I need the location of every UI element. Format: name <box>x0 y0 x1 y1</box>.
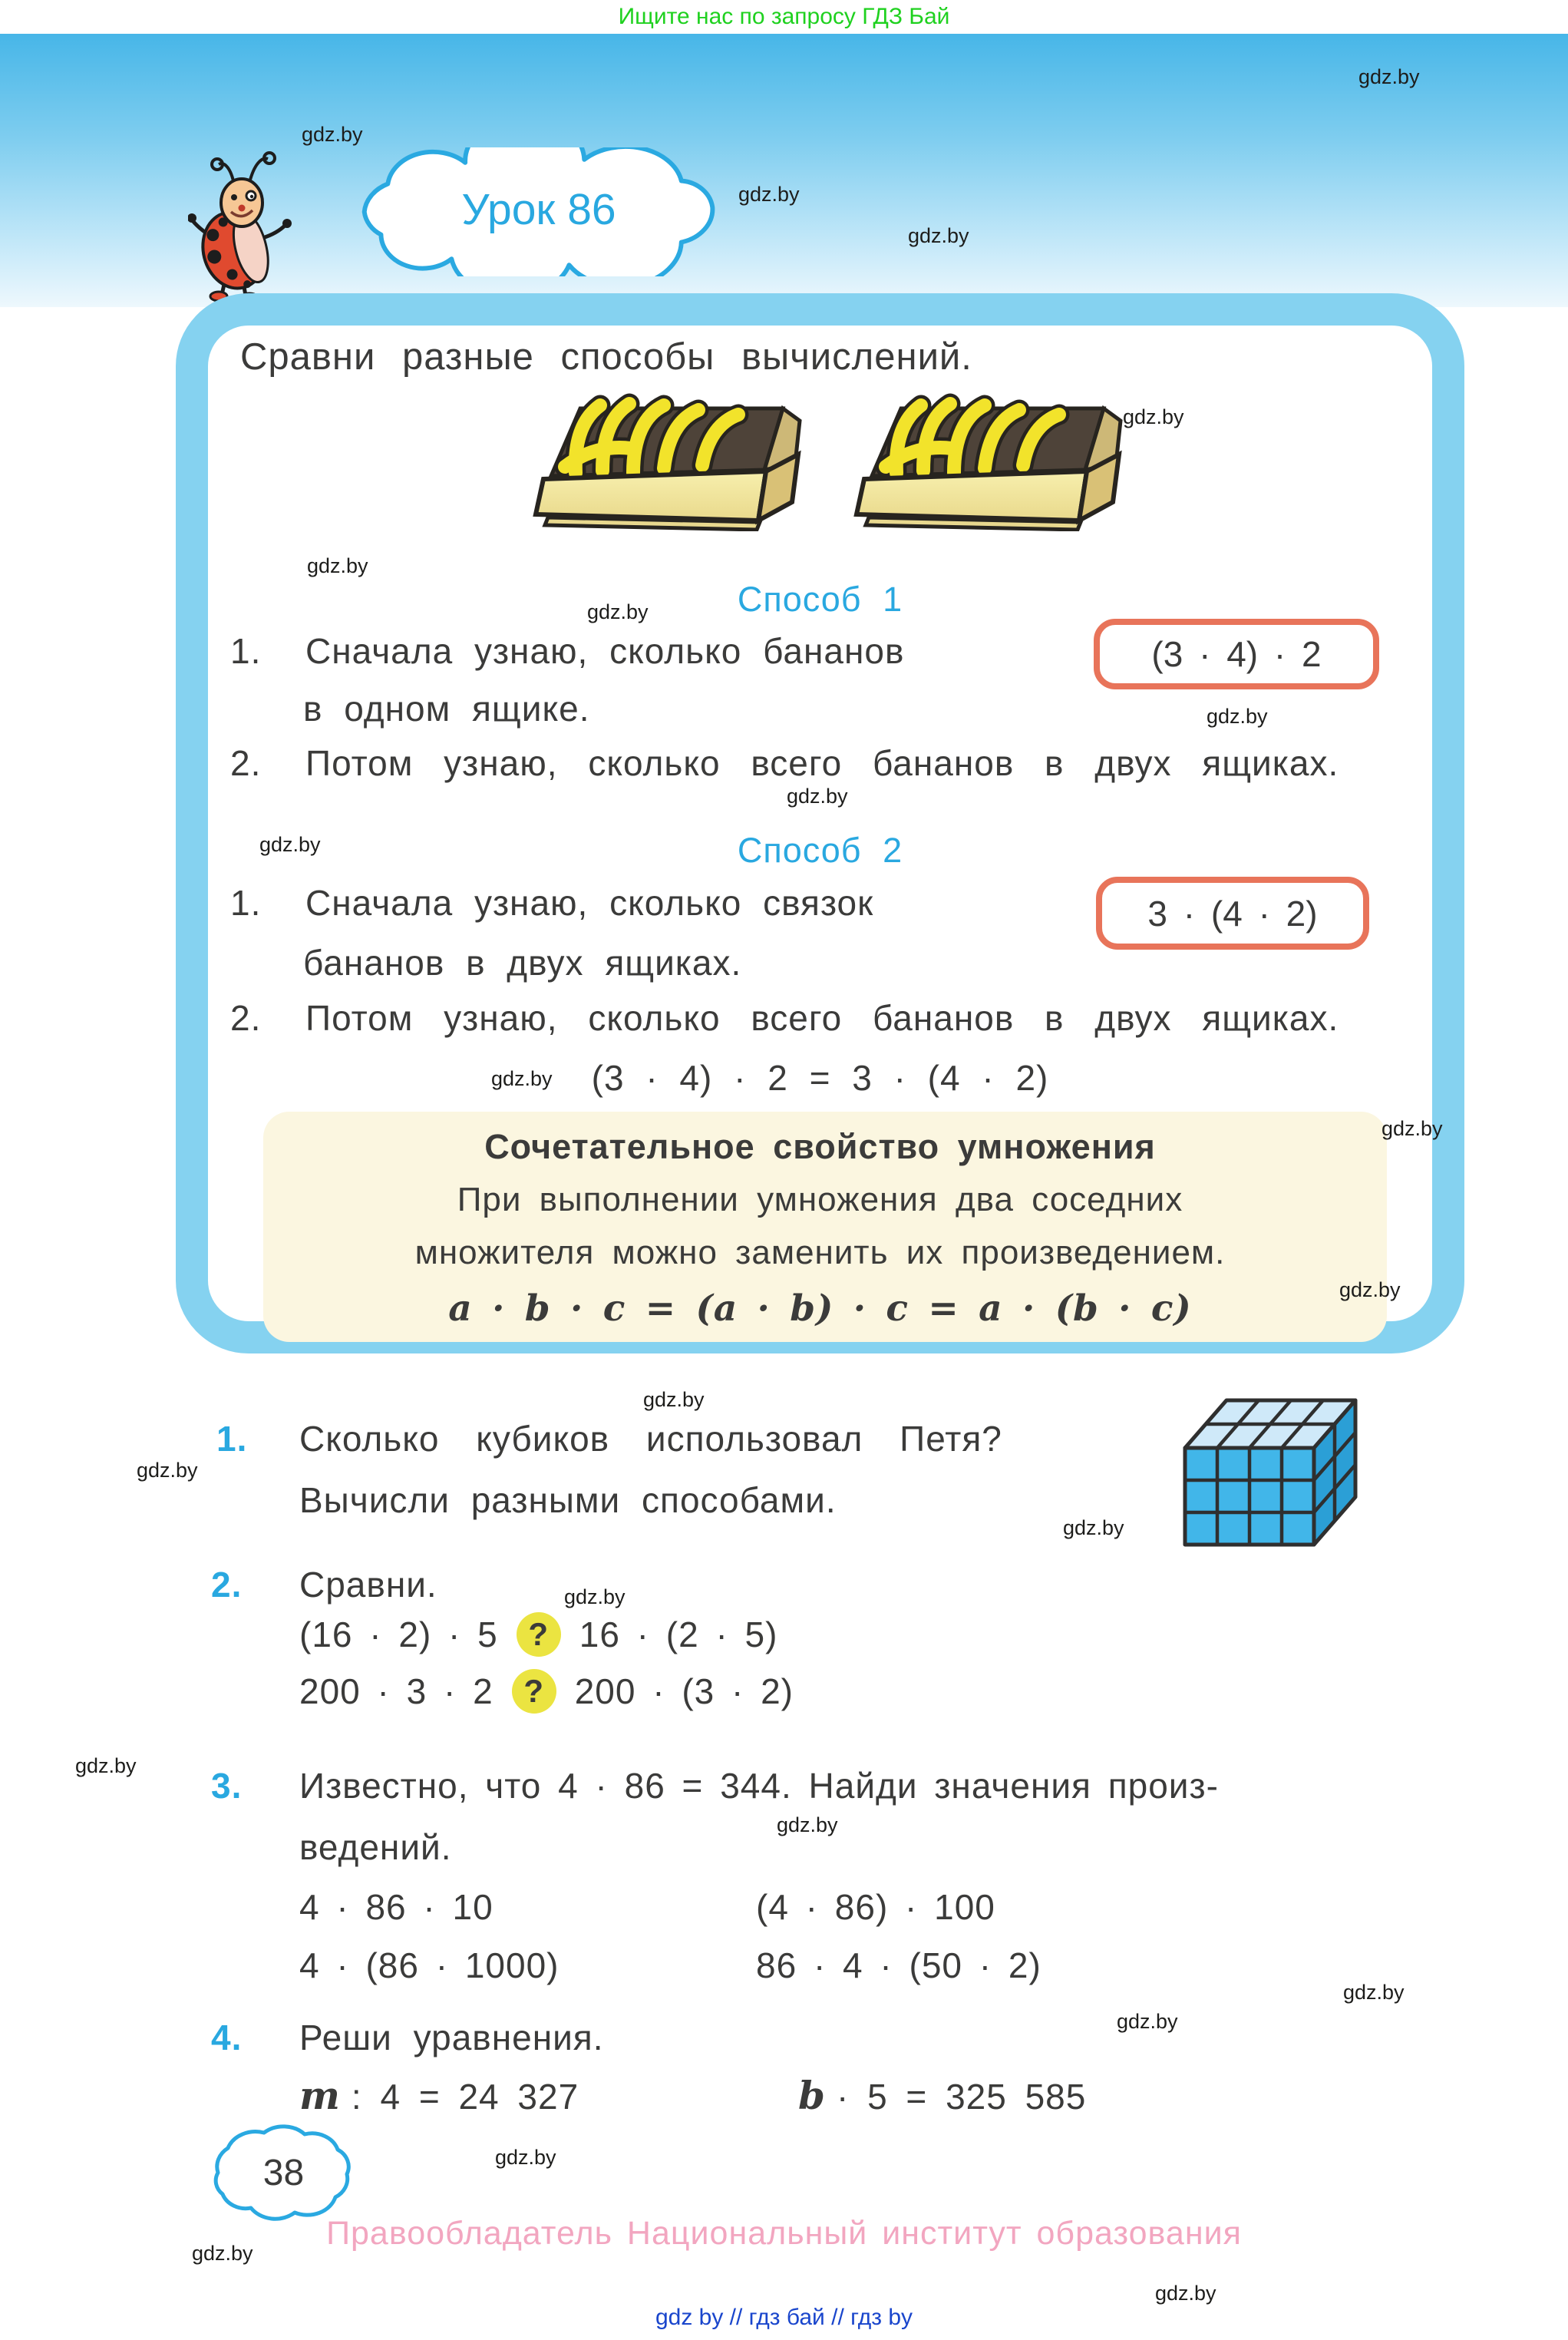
gdz-watermark: gdz.by <box>192 2242 253 2265</box>
method2-step1-number: 1. <box>230 883 262 923</box>
rule-line2: множителя можно заменить их произведением. <box>414 1234 1226 1271</box>
rule-line1: При выполнении умножения два соседних <box>457 1181 1183 1218</box>
method2-step1-line1: Сначала узнаю, сколько связок <box>305 883 874 923</box>
intro-heading: Сравни разные способы вычислений. <box>240 336 972 378</box>
method2-formula-box <box>1096 877 1369 950</box>
gdz-watermark: gdz.by <box>777 1813 838 1836</box>
method2-title: Способ 2 <box>737 831 903 870</box>
task1-line1: Сколько кубиков использовал Петя? <box>299 1419 1002 1459</box>
gdz-watermark: gdz.by <box>1207 705 1268 728</box>
gdz-watermark: gdz.by <box>307 554 368 577</box>
gdz-watermark: gdz.by <box>495 2146 556 2169</box>
equation-rest: : 4 = 24 327 <box>351 2077 579 2117</box>
copyright-line: Правообладатель Национальный институт образования <box>326 2215 1242 2252</box>
method1-formula-box <box>1094 619 1379 689</box>
task1-line2: Вычисли разными способами. <box>299 1480 837 1520</box>
compare-right: 16 · (2 · 5) <box>579 1615 778 1654</box>
ladybug-illustration <box>188 144 303 302</box>
equation-variable: m <box>299 2073 341 2118</box>
method1-formula: (3 · 4) · 2 <box>1151 634 1322 674</box>
task2-number: 2. <box>211 1565 243 1605</box>
method2-step2-number: 2. <box>230 998 262 1038</box>
gdz-watermark: gdz.by <box>1123 405 1184 428</box>
gdz-watermark: gdz.by <box>1381 1117 1443 1140</box>
task3-expression: 86 · 4 · (50 · 2) <box>756 1945 1041 1985</box>
gdz-watermark: gdz.by <box>787 785 848 808</box>
equation <box>798 2073 1086 2118</box>
compare-left: 200 · 3 · 2 <box>299 1671 494 1711</box>
task3-line2: ведений. <box>299 1827 452 1867</box>
task1-number: 1. <box>216 1419 248 1459</box>
equation-variable: b <box>798 2073 826 2118</box>
equation-rest: · 5 = 325 585 <box>836 2077 1087 2117</box>
gdz-watermark: gdz.by <box>1063 1516 1124 1539</box>
gdz-watermark: gdz.by <box>259 833 321 856</box>
method2-formula: 3 · (4 · 2) <box>1147 893 1318 934</box>
gdz-watermark: gdz.by <box>908 224 969 247</box>
method1-step1-line2: в одном ящике. <box>303 689 590 729</box>
compare-row <box>299 1612 777 1657</box>
gdz-watermark: gdz.by <box>1117 2010 1178 2033</box>
page-number-cloud <box>209 2119 358 2226</box>
cube-illustration <box>1180 1388 1388 1553</box>
lesson-title: Урок 86 <box>461 185 616 234</box>
gdz-watermark: gdz.by <box>738 183 800 206</box>
method1-step2-number: 2. <box>230 743 262 783</box>
task3-expression: (4 · 86) · 100 <box>756 1887 995 1927</box>
method1-title: Способ 1 <box>737 580 903 619</box>
compare-row <box>299 1669 794 1714</box>
method2-step2-text: Потом узнаю, сколько всего бананов в двух ящиках. <box>305 998 1339 1038</box>
rule-formula: a · b · c = (a · b) · c = a · (b · c) <box>448 1287 1192 1330</box>
method1-step2-text: Потом узнаю, сколько всего бананов в двух ящиках. <box>305 743 1339 783</box>
gdz-watermark: gdz.by <box>1343 1981 1405 2004</box>
method1-step1-line1: Сначала узнаю, сколько бананов <box>305 631 905 671</box>
method1-step1-number: 1. <box>230 631 262 671</box>
banana-box-illustration <box>530 378 806 531</box>
gdz-watermark: gdz.by <box>491 1067 553 1090</box>
lesson-cloud <box>347 147 731 276</box>
banana-box-illustration <box>850 378 1127 531</box>
task4-label: Реши уравнения. <box>299 2018 604 2057</box>
gdz-watermark: gdz.by <box>75 1754 137 1777</box>
method2-step1-line2: бананов в двух ящиках. <box>303 943 742 983</box>
gdz-watermark: gdz.by <box>564 1585 626 1608</box>
task3-number: 3. <box>211 1766 243 1806</box>
rule-title: Сочетательное свойство умножения <box>484 1127 1156 1166</box>
gdz-watermark: gdz.by <box>1339 1278 1401 1301</box>
task3-expression: 4 · 86 · 10 <box>299 1887 494 1927</box>
gdz-watermark: gdz.by <box>137 1459 198 1482</box>
gdz-watermark: gdz.by <box>302 123 363 146</box>
task4-number: 4. <box>211 2018 243 2057</box>
compare-left: (16 · 2) · 5 <box>299 1615 498 1654</box>
footer-links: gdz by // гдз бай // гдз by <box>655 2305 913 2330</box>
equality-line: (3 · 4) · 2 = 3 · (4 · 2) <box>591 1058 1049 1098</box>
gdz-watermark: gdz.by <box>587 600 649 623</box>
task2-label: Сравни. <box>299 1565 437 1605</box>
equation <box>299 2073 579 2118</box>
question-circle: ? <box>517 1612 561 1657</box>
top-banner: Ищите нас по запросу ГДЗ Бай <box>0 0 1568 34</box>
page-number: 38 <box>262 2152 305 2193</box>
task3-line1: Известно, что 4 · 86 = 344. Найди значения произ- <box>299 1766 1219 1806</box>
compare-right: 200 · (3 · 2) <box>574 1671 794 1711</box>
gdz-watermark: gdz.by <box>643 1388 705 1411</box>
question-circle: ? <box>512 1669 556 1714</box>
gdz-watermark: gdz.by <box>1155 2282 1216 2305</box>
gdz-watermark: gdz.by <box>1358 65 1420 88</box>
task3-expression: 4 · (86 · 1000) <box>299 1945 560 1985</box>
